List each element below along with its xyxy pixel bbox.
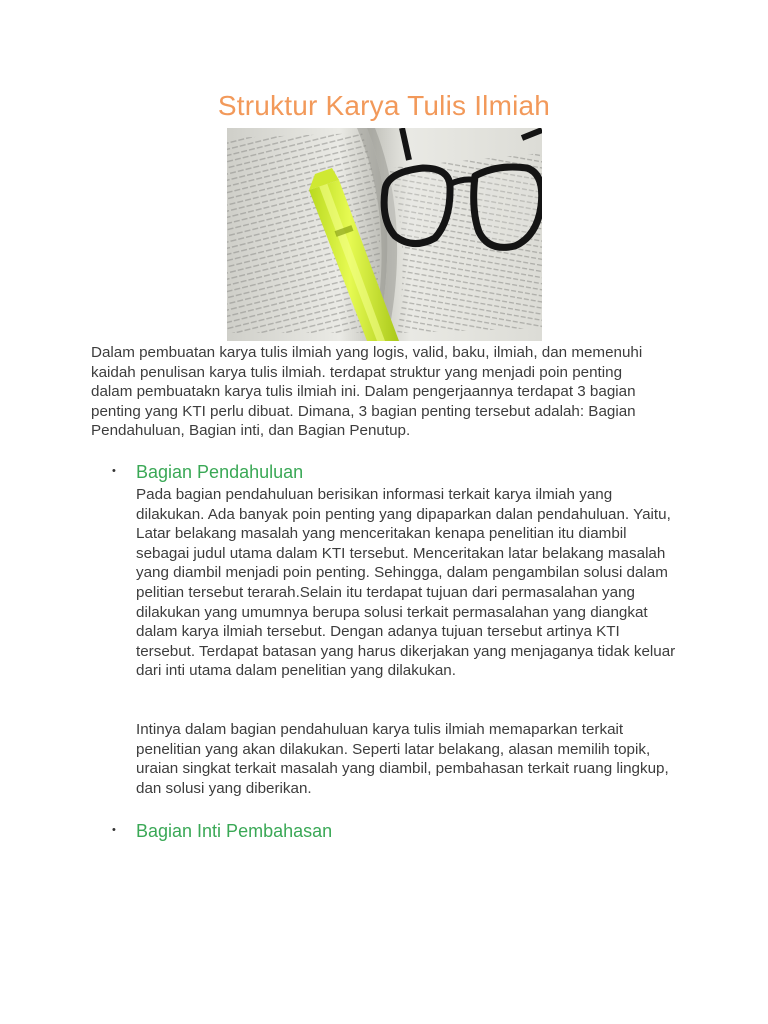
pendahuluan-paragraph-2: Intinya dalam bagian pendahuluan karya tulis ilmiah memaparkan terkait penelitian yang akan dilakukan. Seperti latar belakang, alasan memilih topik, uraian singkat terkait masalah yang diambil, pembahasan terkait ruang lingkup, dan solusi yang diberikan. bbox=[136, 721, 669, 797]
section-heading-inti-pembahasan bbox=[112, 820, 672, 843]
bullet-icon: • bbox=[112, 824, 116, 837]
pendahuluan-paragraph-1: Pada bagian pendahuluan berisikan informasi terkait karya ilmiah yang dilakukan. Ada banyak poin penting yang dipaparkan dalan pendahuluan. Yaitu, Latar belakang masalah yang menceritakan kenapa penelitian itu diambil sebagai judul utama dalam KTI tersebut. Menceritakan latar belakang masalah yang diambil menjadi poin penting. Sehingga, dalam pengambilan solusi dalam pelitian tersebut terarah.Selain itu terdapat tujuan dari permasalahan yang dilakukan yang umumnya berupa solusi terkait permasalahan yang diangkat dalam karya ilmiah tersebut. Dengan adanya tujuan tersebut artinya KTI tersebut. Terdapat batasan yang harus dikerjakan yang menjaganya tidak keluar dari inti utama dalam penelitian yang dilakukan. bbox=[136, 486, 676, 680]
section-heading-text: Bagian Inti Pembahasan bbox=[136, 821, 333, 841]
intro-paragraph: Dalam pembuatan karya tulis ilmiah yang logis, valid, baku, ilmiah, dan memenuhi kaidah penulisan karya tulis ilmiah. terdapat struktur yang menjadi poin penting dalam pembuatakn karya tulis ilmiah ini. Dalam pengerjaannya terdapat 3 bagian penting yang KTI perlu dibuat. Dimana, 3 bagian penting tersebut adalah: Bagian Pendahuluan, Bagian inti, dan Bagian Penutup. bbox=[91, 344, 643, 440]
section-heading-text: Bagian Pendahuluan bbox=[136, 462, 304, 482]
bullet-icon: • bbox=[112, 465, 116, 478]
book-glasses-photo bbox=[227, 128, 542, 341]
section-heading-pendahuluan bbox=[112, 461, 672, 484]
document-title: Struktur Karya Tulis Ilmiah bbox=[217, 90, 551, 121]
